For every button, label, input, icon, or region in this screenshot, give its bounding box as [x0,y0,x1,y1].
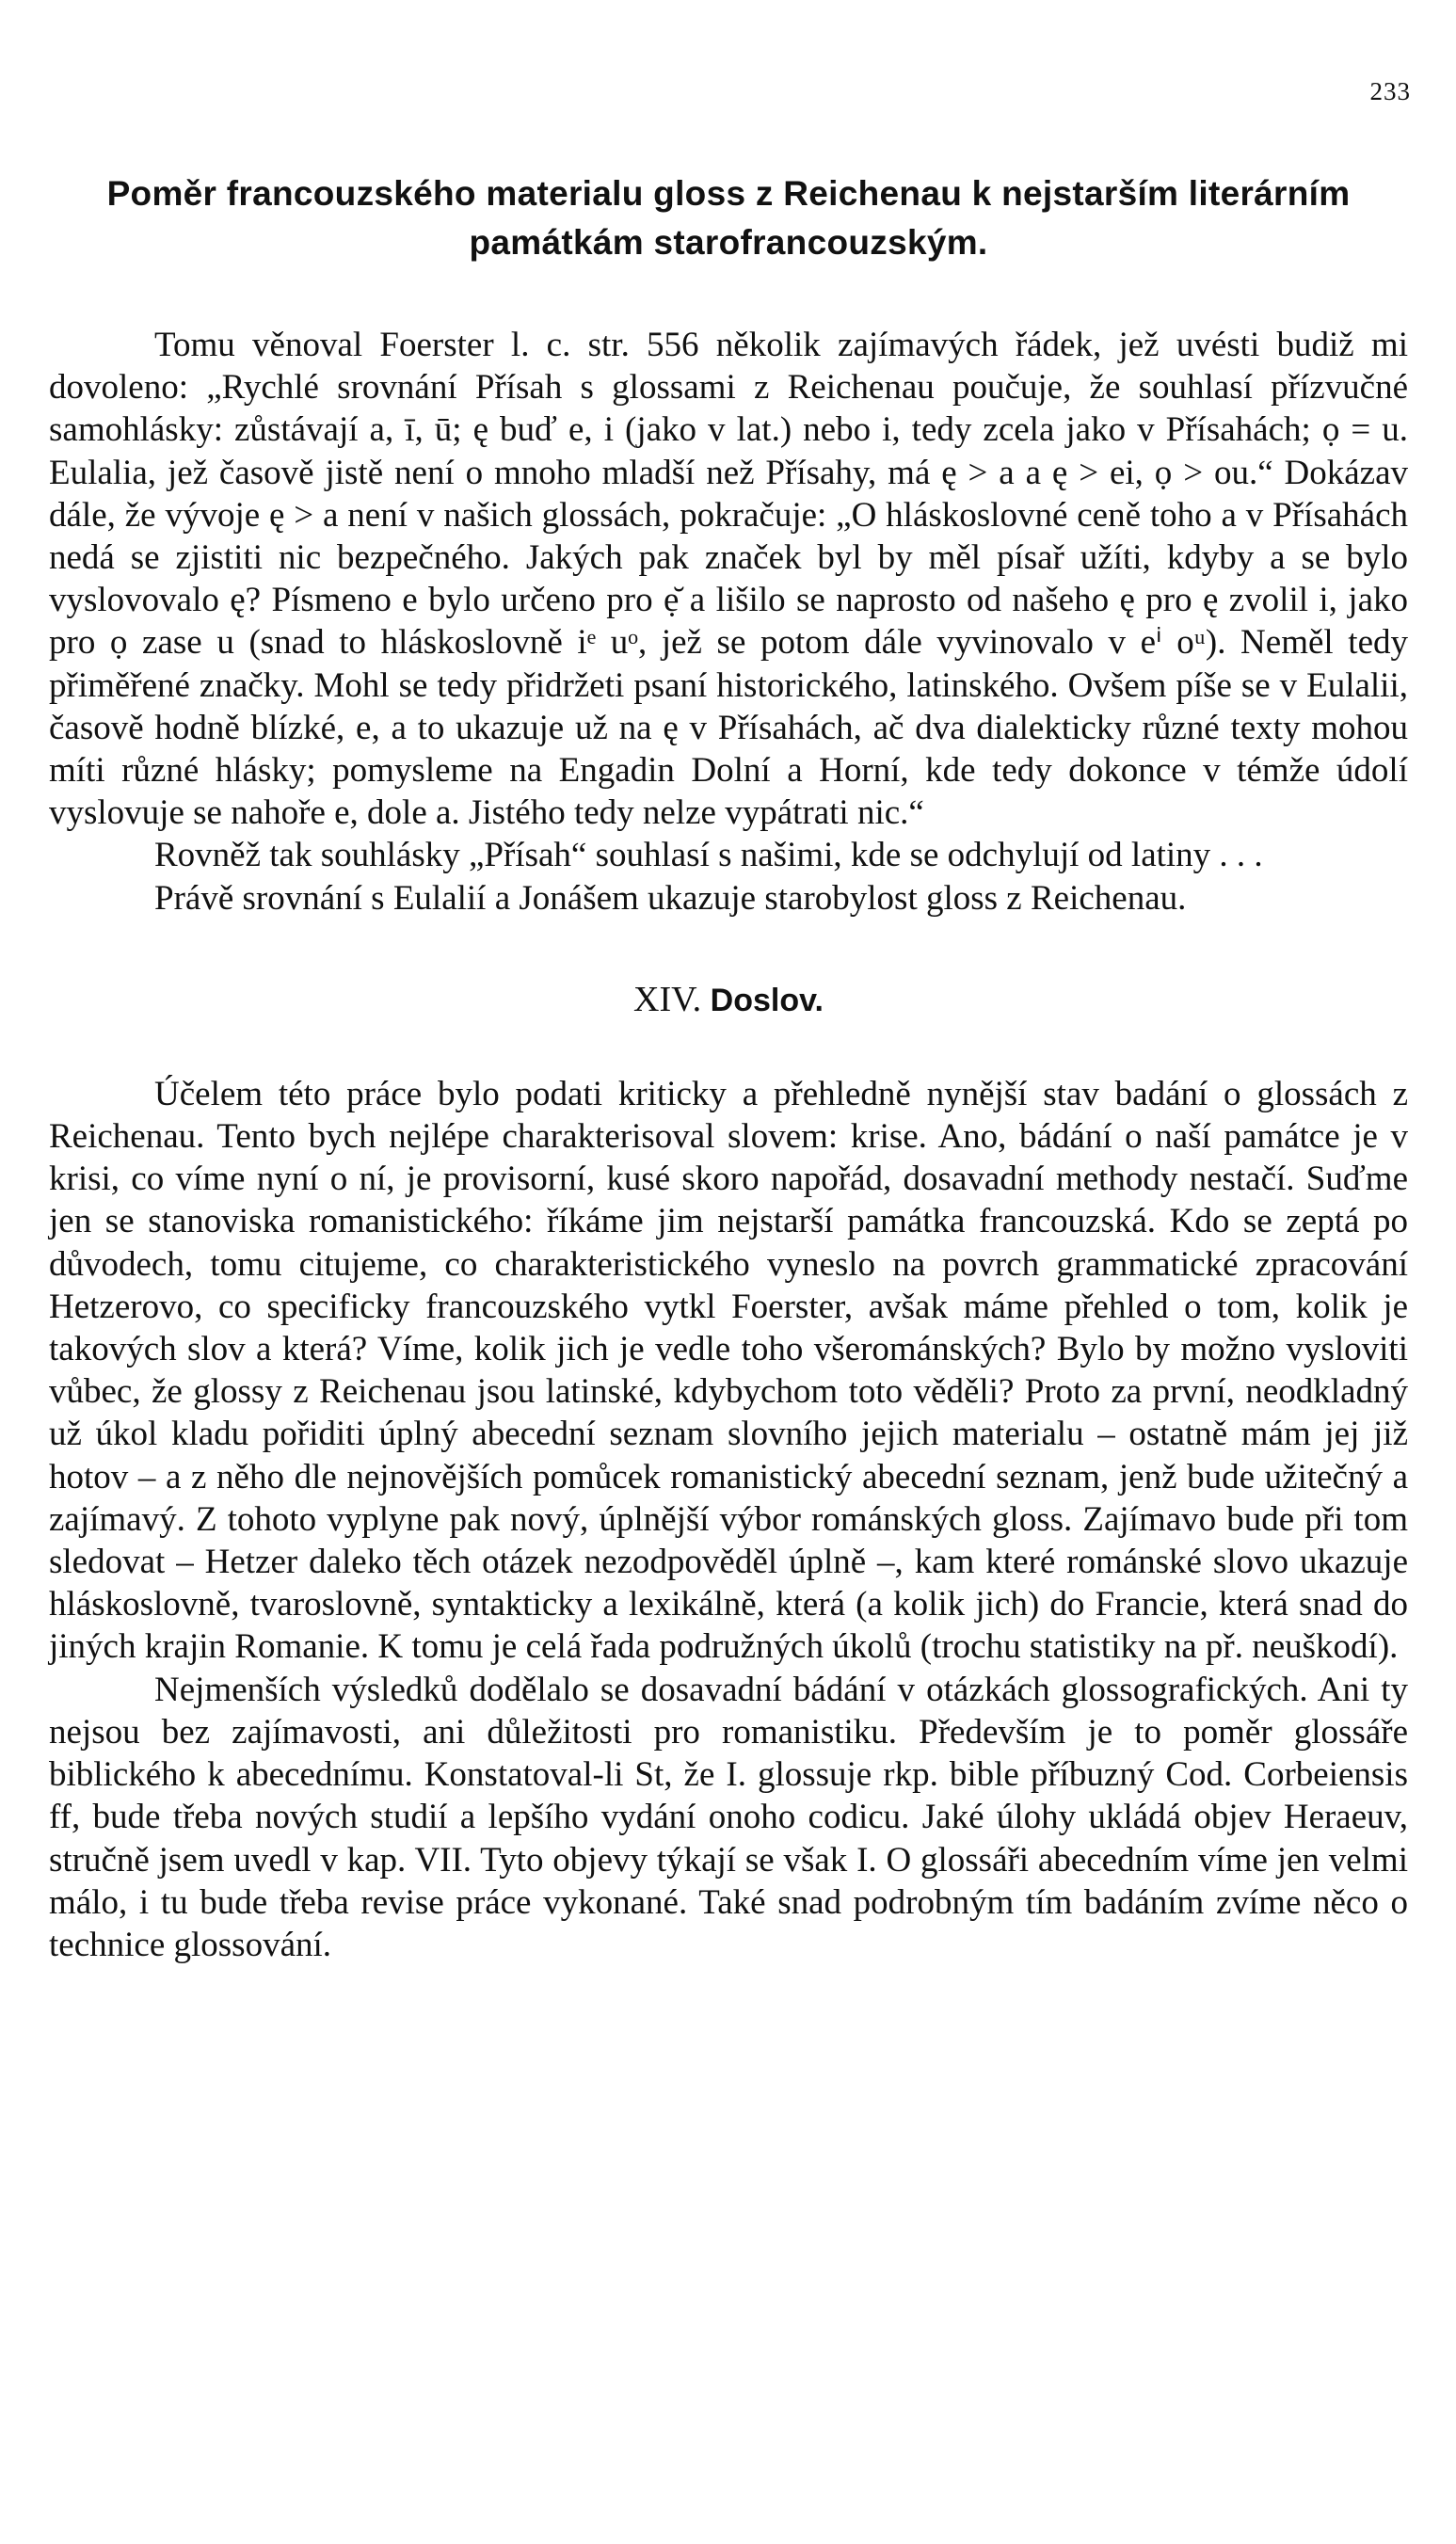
body-paragraph: Účelem této práce bylo podati kriticky a přehledně nynější stav badání o glossách z Reichenau. Tento bych nejlépe charakterisoval slovem: krise. Ano, bádání o naší památce je v krisi, co víme nyní o ní, je provisorní, kusé skoro napořád, dosavadní methody nestačí. Suďme jen se stanoviska romanistického: říkáme jim nejstarší památka francouzská. Kdo se zeptá po důvodech, tomu citujeme, co charakteristického vyneslo na povrch grammatické zpracování Hetzerovo, co specificky francouzského vytkl Foerster, avšak máme přehled o tom, kolik je takových slov a která? Víme, kolik jich je vedle toho všerománských? Bylo by možno vysloviti vůbec, že glossy z Reichenau jsou latinské, kdybychom toto věděli? Proto za první, neodkladný už úkol kladu pořiditi úplný abecední seznam slovního jejich materialu – ostatně mám jej již hotov – a z něho dle nejnovějších pomůcek romanistický abecední seznam, jenž bude užitečný a zajímavý. Z tohoto vyplyne pak nový, úplnější výbor románských gloss. Zajímavo bude při tom sledovat – Hetzer daleko těch otázek nezodpověděl úplně –, kam které románské slovo ukazuje hláskoslovně, tvaroslovně, syntakticky a lexikálně, která (a kolik jich) do Francie, která snad do jiných krajin Romanie. K tomu je celá řada podružných úkolů (trochu statistiky na př. neuškodí). [49,1074,1408,1667]
body-paragraph: Nejmenších výsledků dodělalo se dosavadní bádání v otázkách glossografických. Ani ty nejsou bez zajímavosti, ani důležitosti pro romanistiku. Především je to poměr glossáře biblického k abecednímu. Konstatoval-li St, že I. glossuje rkp. bible příbuzný Cod. Corbeiensis ff, bude třeba nových studií a lepšího vydání onoho codicu. Jaké úlohy ukládá objev Heraeuv, stručně jsem uvedl v kap. VII. Tyto objevy týkají se však I. O glossáři abecedním víme jen velmi málo, i tu bude třeba revise práce vykonané. Také snad podrobným tím badáním zvíme něco o technice glossování. [49,1670,1408,1964]
body-paragraph: Právě srovnání s Eulalií a Jonášem ukazuje starobylost gloss z Reichenau. [154,878,1187,918]
page-content [49,169,1408,1966]
section-numeral: XIV. [633,979,702,1019]
section-title: Doslov. [710,982,824,1018]
body-paragraph: Rovněž tak souhlásky „Přísah“ souhlasí s našimi, kde se odchylují od latiny . . . [154,836,1263,875]
body-paragraph: Tomu věnoval Foerster l. c. str. 556 několik zajímavých řádek, jež uvésti budiž mi dovoleno: „Rychlé srovnání Přísah s glossami z Reichenau poučuje, že souhlasí přízvučné samohlásky: zůstávají a, ī, ū; ę buď e, i (jako v lat.) nebo i, tedy zcela jako v Přísahách; ọ = u. Eulalia, jež časově jistě není o mnoho mladší než Přísahy, má ę > a a ę > ei, ọ > ou.“ Dokázav dále, že vývoje ę > a není v našich glossách, pokračuje: „O hláskoslovné ceně toho a v Přísahách nedá se zjistiti nic bezpečného. Jakých pak značek byl by měl písař užíti, kdyby a se bylo vyslovovalo ę? Písmeno e bylo určeno pro ẹ̆ a lišilo se naprosto od našeho ę pro ę zvolil i, jako pro ọ zase u (snad to hláskoslovně iᵉ uᵒ, jež se potom dále vyvinovalo v eⁱ oᵘ). Neměl tedy přiměřené značky. Mohl se tedy přidržeti psaní historického, latinského. Ovšem píše se v Eulalii, časově hodně blízké, e, a to ukazuje už na ę v Přísahách, ač dva dialekticky různé texty mohou míti různé hlásky; pomysleme na Engadin Dolní a Horní, kde tedy dokonce v témže údolí vyslovuje se nahoře e, dole a. Jistého tedy nelze vypátrati nic.“ [49,326,1408,833]
page-number: 233 [1369,77,1411,105]
chapter-heading: Poměr francouzského materialu gloss z Reichenau k nejstarším literárním památkám starofrancouzským. [106,174,1351,262]
section-heading [49,978,1408,1022]
